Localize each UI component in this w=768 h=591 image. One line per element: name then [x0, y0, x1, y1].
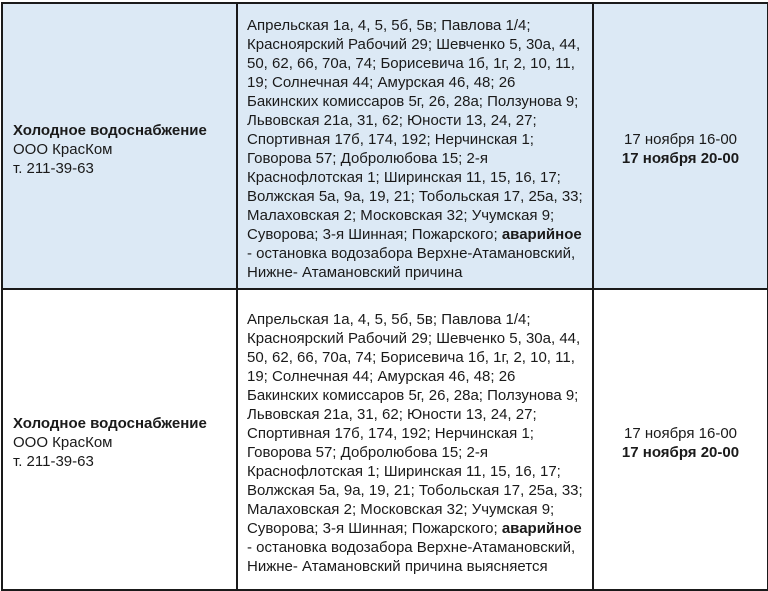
table-row — [2, 3, 768, 289]
service-title: Холодное водоснабжение — [13, 415, 207, 432]
service-company: ООО КрасКом — [13, 434, 113, 451]
address-list: Апрельская 1а, 4, 5, 5б, 5в; Павлова 1/4; Красноярский Рабочий 29; Шевченко 5, 30а, 44, 50, 62, 66, 70а, 74; Борисевича 1б, 1г, 2, 10, 11, 19; Солнечная 44; Амурская 46, 48; 26 Бакинских комиссаров 5г, 26, 28а; Ползунова 9; Львовская 21а, 31, 62; Юности 13, 24, 27; Спортивная 17б, 174, 192; Нерчинская 1; Говорова 57; Добролюбова 15; 2-я Краснофлотская 1; Ширинская 11, 15, 16, 17; Волжская 5а, 9а, 19, 21; Тобольская 17, 25а, 33; Малаховская 2; Московская 32; Учумская 9; Суворова; 3-я Шинная; Пожарского; — [247, 17, 583, 243]
time-cell — [593, 3, 768, 289]
table-row — [2, 289, 768, 590]
service-title: Холодное водоснабжение — [13, 121, 207, 139]
service-cell — [2, 289, 237, 590]
time-end: 17 ноября 20-00 — [621, 443, 740, 461]
service-phone: т. 211-39-63 — [13, 453, 94, 470]
outage-reason: - остановка водозабора Верхне-Атамановский, Нижне- Атамановский причина — [247, 245, 576, 281]
service-phone: т. 211-39-63 — [13, 159, 94, 177]
time-start: 17 ноября 16-00 — [623, 131, 738, 148]
outage-reason: - остановка водозабора Верхне-Атамановский, Нижне- Атамановский причина выясняется — [247, 538, 576, 575]
outage-schedule-table — [1, 2, 768, 591]
addresses-cell — [237, 3, 593, 289]
time-start: 17 ноября 16-00 — [623, 424, 738, 442]
address-list: Апрельская 1а, 4, 5, 5б, 5в; Павлова 1/4; Красноярский Рабочий 29; Шевченко 5, 30а, 44, 50, 62, 66, 70а, 74; Борисевича 1б, 1г, 2, 10, 11, 19; Солнечная 44; Амурская 46, 48; 26 Бакинских комиссаров 5г, 26, 28а; Ползунова 9; Львовская 21а, 31, 62; Юности 13, 24, 27; Спортивная 17б, 174, 192; Нерчинская 1; Говорова 57; Добролюбова 15; 2-я Краснофлотская 1; Ширинская 11, 15, 16, 17; Волжская 5а, 9а, 19, 21; Тобольская 17, 25а, 33; Малаховская 2; Московская 32; Учумская 9; Суворова; 3-я Шинная; Пожарского; — [247, 310, 583, 537]
service-company: ООО КрасКом — [13, 140, 113, 158]
outage-type-label: аварийное — [501, 226, 582, 243]
time-end: 17 ноября 20-00 — [621, 150, 740, 167]
service-cell — [2, 3, 237, 289]
time-cell — [593, 289, 768, 590]
addresses-cell — [237, 289, 593, 590]
outage-type-label: аварийное — [501, 519, 582, 537]
